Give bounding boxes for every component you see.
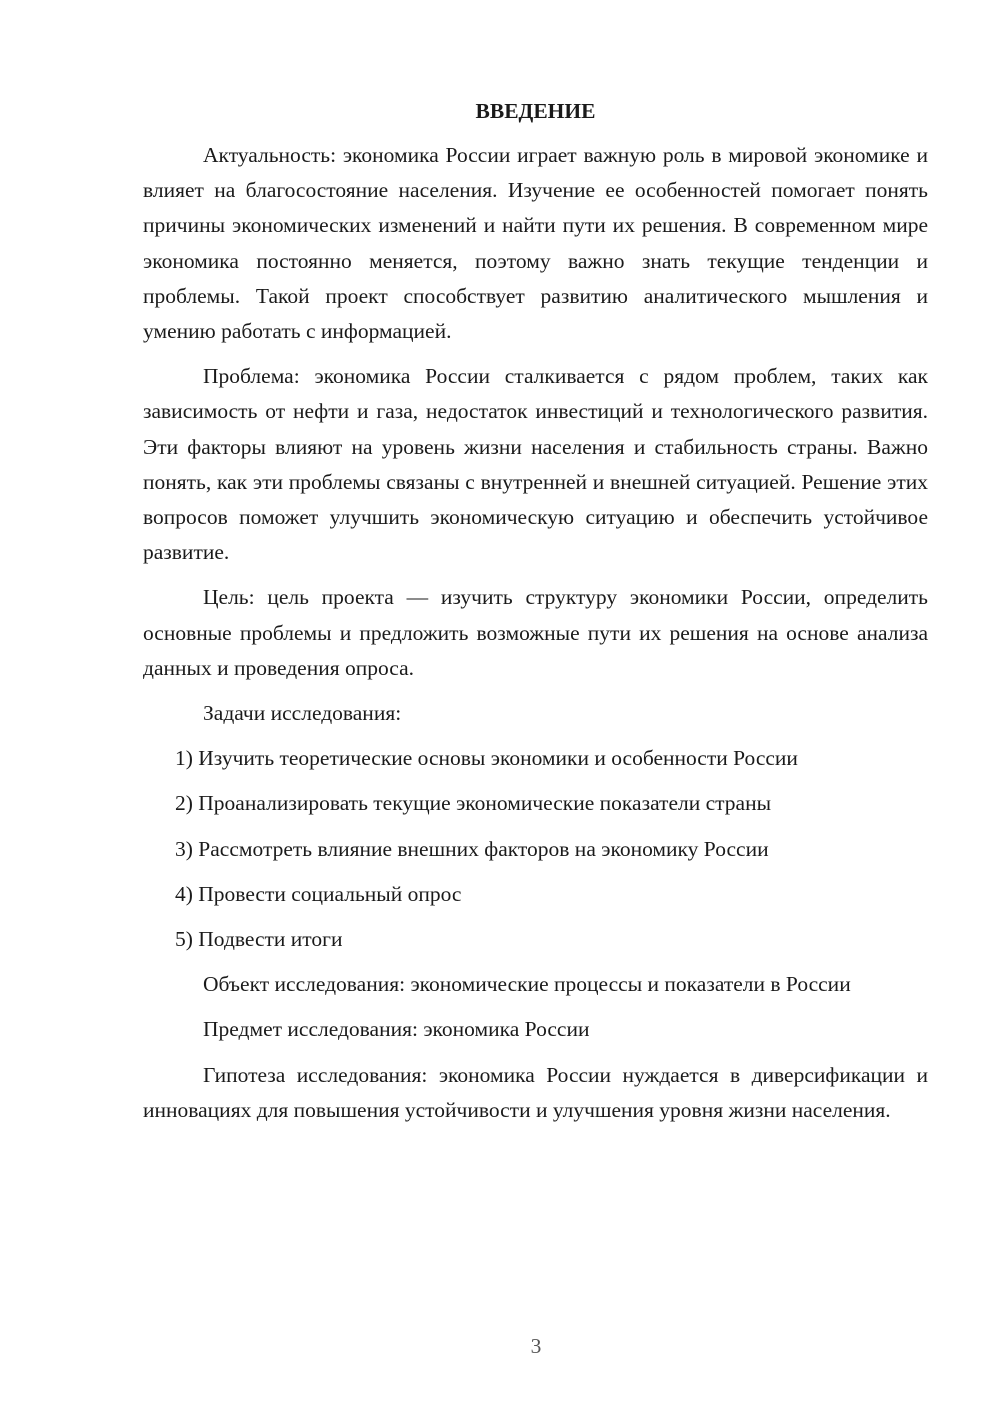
task-item: 3) Рассмотреть влияние внешних факторов на экономику России bbox=[175, 836, 769, 861]
task-item: 5) Подвести итоги bbox=[175, 927, 343, 952]
paragraph-problem: Проблема: экономика России сталкивается с рядом проблем, таких как зависимость от нефти и газа, недостаток инвестиций и технологического развития. Эти факторы влияют на уровень жизни населения и стабильность страны. Важно понять, как эти проблемы связаны с внутренней и внешней ситуацией. Решение этих вопросов поможет улучшить экономическую ситуацию и обеспечить устойчивое развитие. bbox=[143, 364, 928, 565]
paragraph-hypothesis: Гипотеза исследования: экономика России нуждается в диверсификации и инновациях для повышения устойчивости и улучшения уровня жизни населения. bbox=[143, 1062, 928, 1122]
tasks-heading: Задачи исследования: bbox=[203, 701, 402, 726]
task-item: 4) Провести социальный опрос bbox=[175, 881, 462, 906]
page-number: 3 bbox=[530, 1334, 542, 1358]
paragraph-relevance: Актуальность: экономика России играет важную роль в мировой экономике и влияет на благосостояние населения. Изучение ее особенностей помогает понять причины экономических изменений и найти пути их решения. В современном мире экономика постоянно меняется, поэтому важно знать текущие тенденции и проблемы. Такой проект способствует развитию аналитического мышления и умению работать с информацией. bbox=[143, 143, 928, 344]
task-item: 1) Изучить теоретические основы экономики и особенности России bbox=[175, 746, 798, 771]
document-page bbox=[143, 96, 928, 1138]
page-title: ВВЕДЕНИЕ bbox=[475, 99, 596, 123]
paragraph-goal: Цель: цель проекта — изучить структуру экономики России, определить основные проблемы и предложить возможные пути их решения на основе анализа данных и проведения опроса. bbox=[143, 585, 928, 680]
paragraph-subject: Предмет исследования: экономика России bbox=[203, 1017, 590, 1042]
task-item: 2) Проанализировать текущие экономические показатели страны bbox=[175, 791, 772, 816]
paragraph-object: Объект исследования: экономические процессы и показатели в России bbox=[203, 972, 851, 997]
